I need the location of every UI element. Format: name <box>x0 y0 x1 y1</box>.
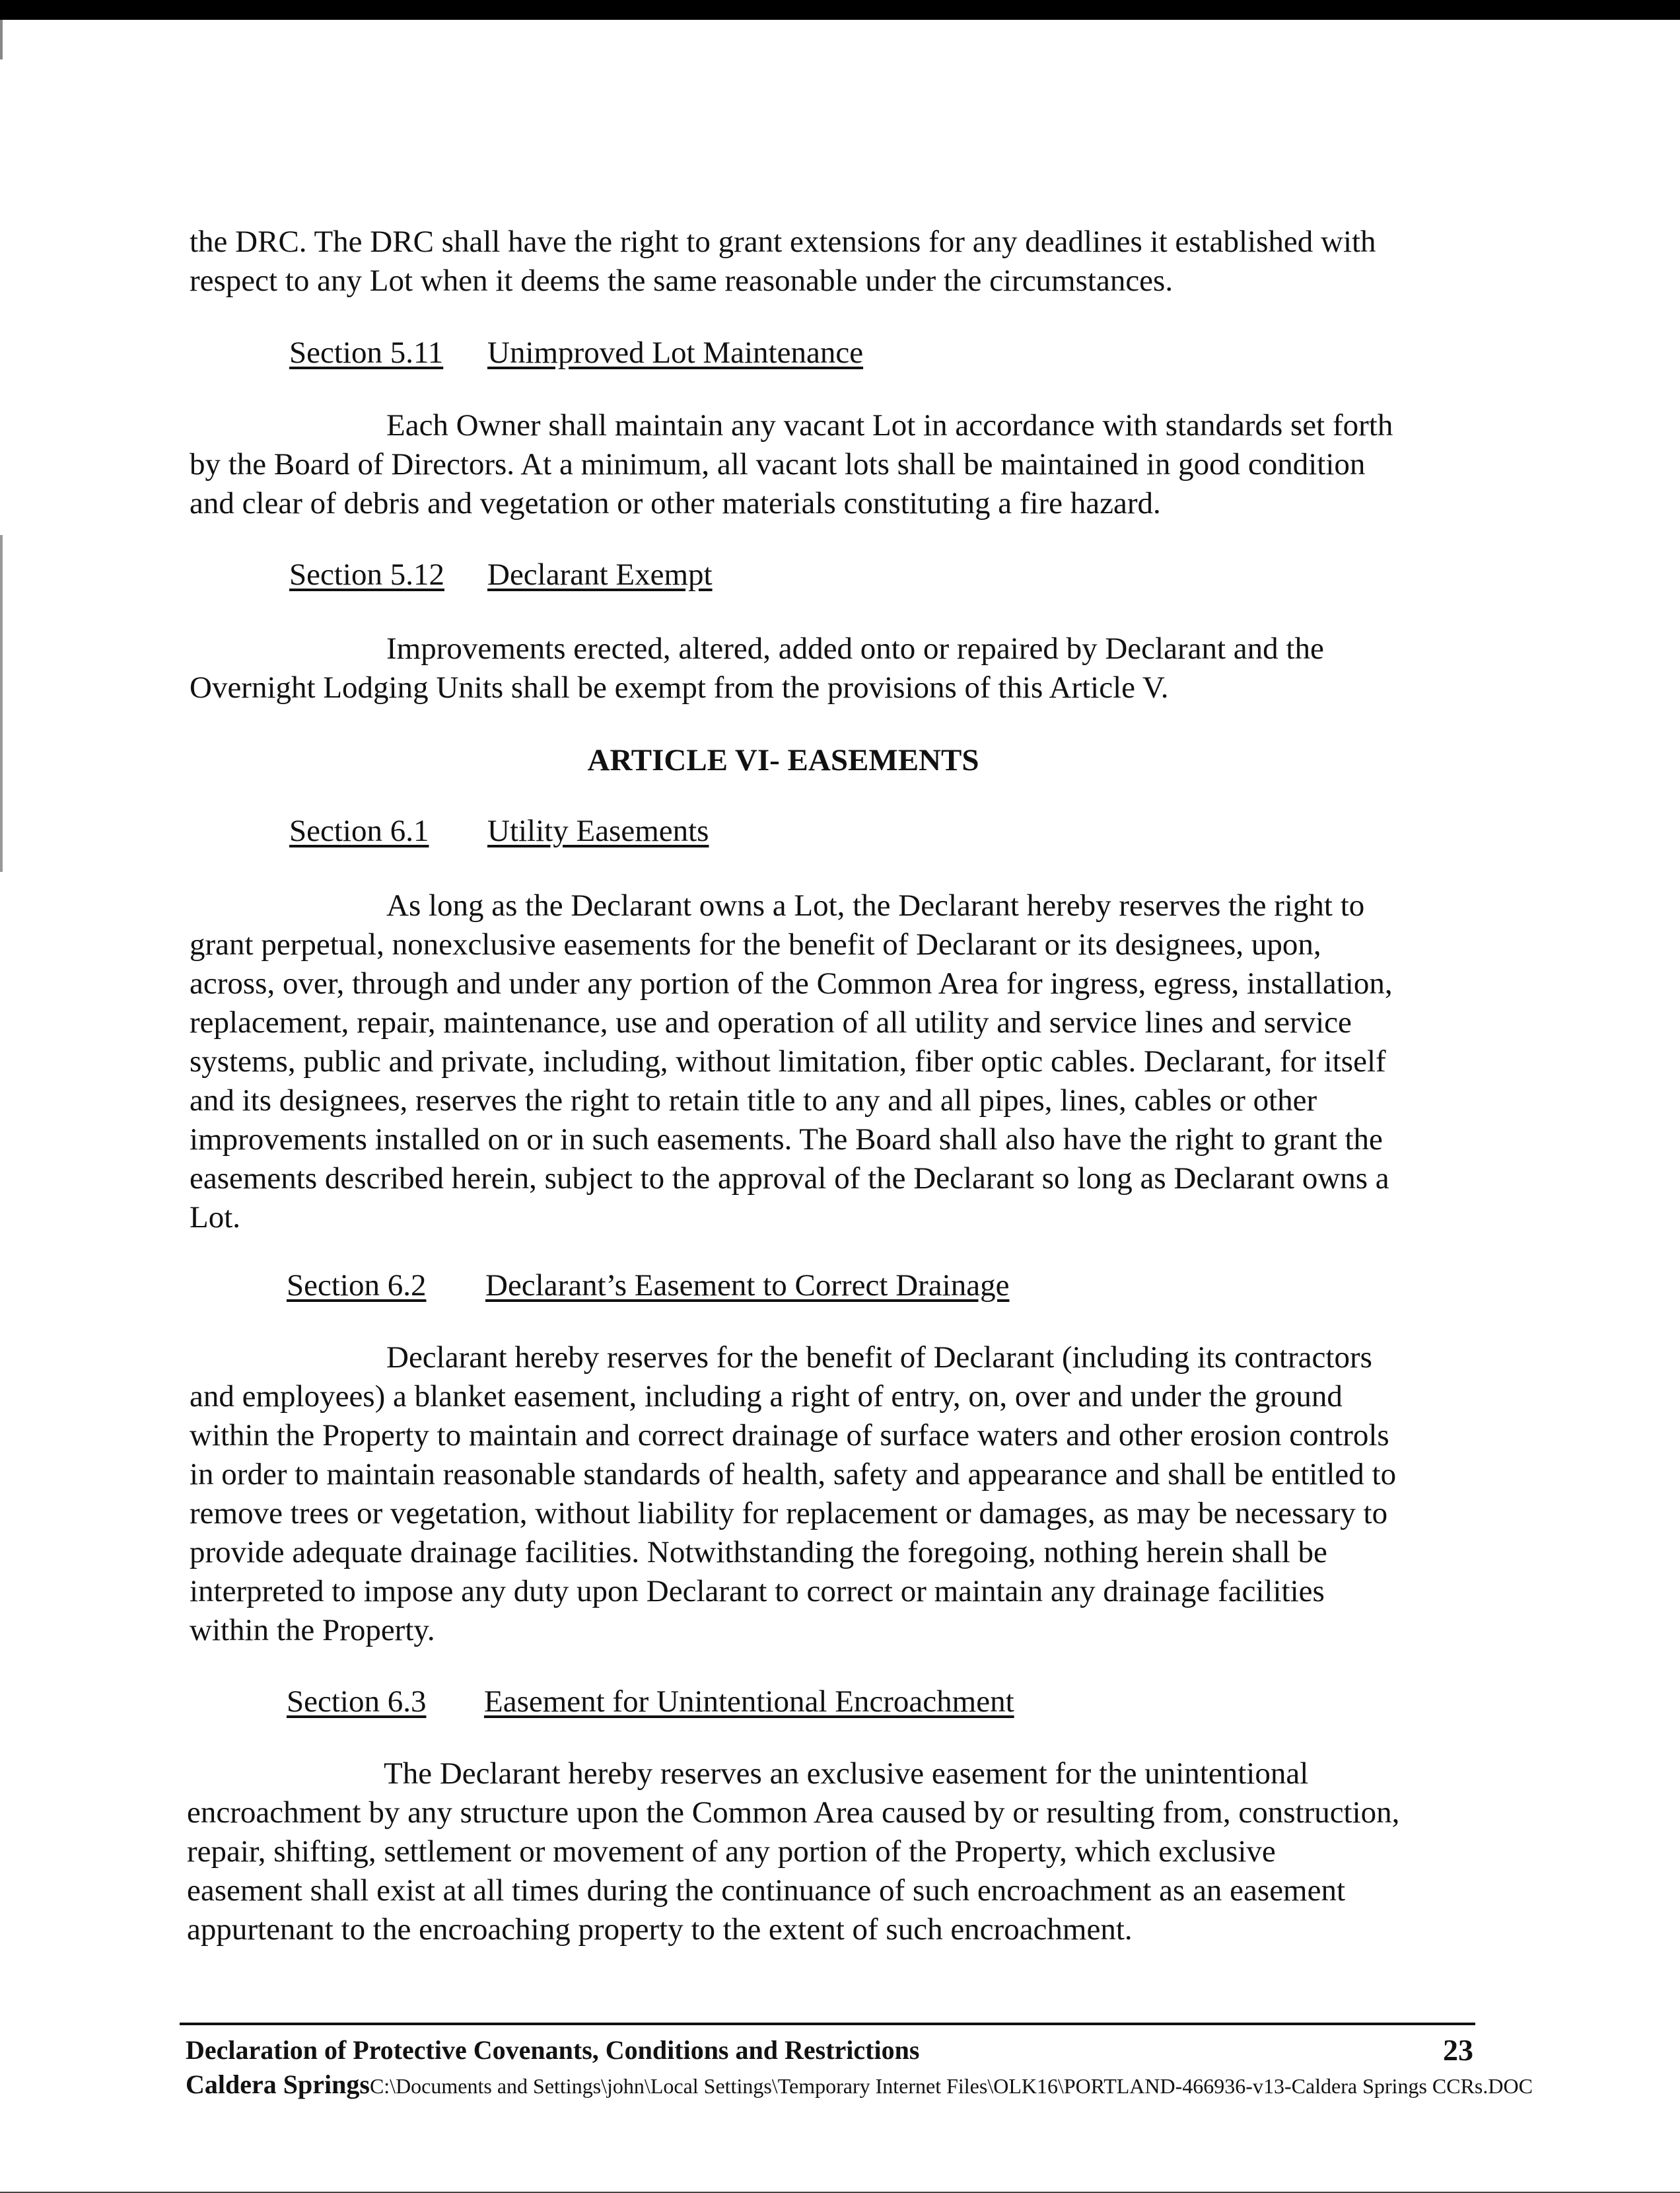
text-line: Declarant hereby reserves for the benefit of Declarant (including its contractors <box>386 1340 1372 1375</box>
text-line: within the Property to maintain and correct drainage of surface waters and other erosion controls <box>190 1418 1389 1453</box>
text-line: and clear of debris and vegetation or other materials constituting a fire hazard. <box>190 486 1161 521</box>
text-line: the DRC. The DRC shall have the right to grant extensions for any deadlines it established with <box>190 225 1376 259</box>
text-line: within the Property. <box>190 1613 435 1647</box>
text-line: in order to maintain reasonable standards of health, safety and appearance and shall be entitled to <box>190 1457 1397 1492</box>
section-number: Section 6.2 <box>287 1268 427 1303</box>
text-line: Improvements erected, altered, added onto or repaired by Declarant and the <box>386 631 1324 666</box>
section-title: Declarant Exempt <box>487 557 713 592</box>
text-line: repair, shifting, settlement or movement of any portion of the Property, which exclusive <box>187 1834 1276 1869</box>
text-line: provide adequate drainage facilities. Notwithstanding the foregoing, nothing herein shall be <box>190 1535 1327 1569</box>
text-line: Each Owner shall maintain any vacant Lot in accordance with standards set forth <box>386 408 1393 443</box>
paragraph-6-2 <box>190 1338 1484 1650</box>
text-line: easements described herein, subject to the approval of the Declarant so long as Declarant owns a <box>190 1161 1389 1196</box>
footer-title-row <box>186 2034 1473 2067</box>
footer-document-path: C:\Documents and Settings\john\Local Settings\Temporary Internet Files\OLK16\PORTLAND-466936-v13-Caldera Springs CCRs.DOC <box>369 2074 1533 2098</box>
footer-document-row <box>186 2068 1533 2103</box>
footer-rule <box>180 2023 1475 2025</box>
text-line: remove trees or vegetation, without liability for replacement or damages, as may be necessary to <box>190 1496 1388 1530</box>
text-line: Lot. <box>190 1200 241 1235</box>
text-line: and its designees, reserves the right to retain title to any and all pipes, lines, cables or other <box>190 1083 1317 1118</box>
paragraph-intro <box>190 223 1484 301</box>
text-line: Overnight Lodging Units shall be exempt from the provisions of this Article V. <box>190 670 1169 705</box>
section-number: Section 5.12 <box>289 557 444 592</box>
article-heading: ARTICLE VI- EASEMENTS <box>587 743 979 777</box>
text-line: grant perpetual, nonexclusive easements for the benefit of Declarant or its designees, upon, <box>190 927 1321 962</box>
section-number: Section 5.11 <box>289 336 444 370</box>
text-line: easement shall exist at all times during the continuance of such encroachment as an easement <box>187 1873 1346 1908</box>
paragraph-6-1 <box>190 886 1484 1237</box>
text-line: encroachment by any structure upon the Common Area caused by or resulting from, construction, <box>187 1795 1400 1830</box>
text-line: systems, public and private, including, without limitation, fiber optic cables. Declarant, for itself <box>190 1044 1386 1079</box>
footer-document-name: Caldera Springs <box>186 2069 370 2099</box>
text-line: improvements installed on or in such easements. The Board shall also have the right to grant the <box>190 1122 1383 1157</box>
section-title: Utility Easements <box>487 814 709 848</box>
paragraph-5-11 <box>190 406 1484 523</box>
text-line: As long as the Declarant owns a Lot, the Declarant hereby reserves the right to <box>386 888 1365 923</box>
page-number: 23 <box>1443 2033 1473 2067</box>
text-line: The Declarant hereby reserves an exclusive easement for the unintentional <box>384 1756 1309 1791</box>
section-title: Declarant’s Easement to Correct Drainage <box>485 1268 1010 1303</box>
text-line: and employees) a blanket easement, including a right of entry, on, over and under the ground <box>190 1379 1343 1414</box>
footer-title: Declaration of Protective Covenants, Conditions and Restrictions <box>186 2035 920 2065</box>
text-line: appurtenant to the encroaching property to the extent of such encroachment. <box>187 1912 1133 1947</box>
text-line: respect to any Lot when it deems the same reasonable under the circumstances. <box>190 264 1173 298</box>
text-line: interpreted to impose any duty upon Declarant to correct or maintain any drainage facilities <box>190 1574 1325 1608</box>
text-line: across, over, through and under any portion of the Common Area for ingress, egress, installation, <box>190 966 1393 1001</box>
paragraph-6-3 <box>187 1754 1481 1949</box>
section-number: Section 6.3 <box>287 1684 427 1719</box>
section-number: Section 6.1 <box>289 814 429 848</box>
paragraph-5-12 <box>190 629 1484 707</box>
text-line: by the Board of Directors. At a minimum, all vacant lots shall be maintained in good condition <box>190 447 1366 482</box>
text-line: replacement, repair, maintenance, use and operation of all utility and service lines and service <box>190 1005 1352 1040</box>
section-title: Easement for Unintentional Encroachment <box>484 1684 1014 1719</box>
section-title: Unimproved Lot Maintenance <box>487 336 864 370</box>
